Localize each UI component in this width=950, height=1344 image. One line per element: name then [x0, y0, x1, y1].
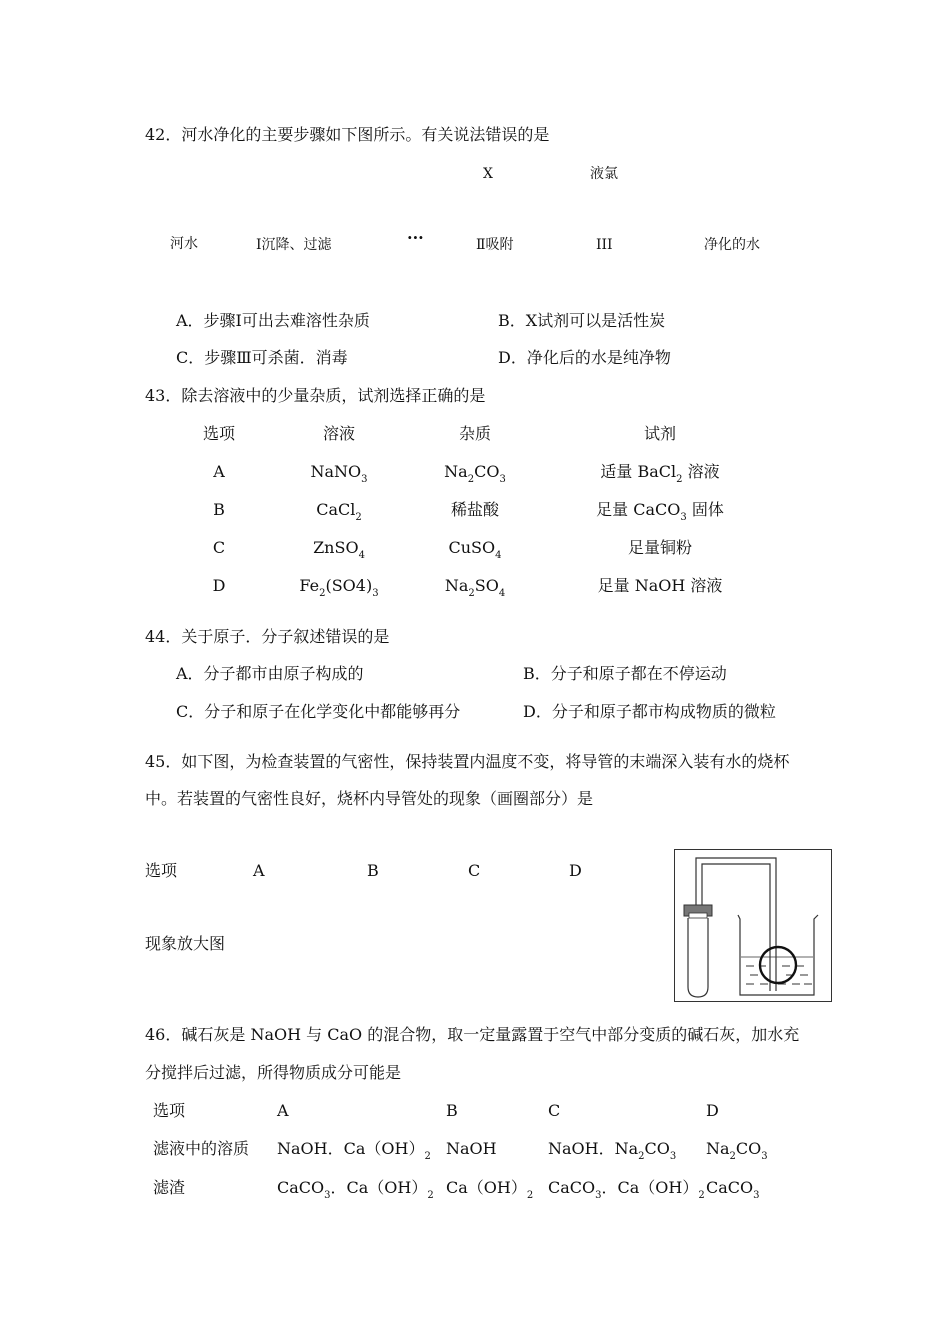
q43-row-reagent [596, 500, 724, 523]
q45-option-d: D [569, 861, 582, 880]
text-fragment: 足量 NaOH 溶液 [597, 576, 723, 595]
text-fragment: 4 [498, 588, 506, 599]
text-fragment: 足量 CaCO [596, 500, 681, 519]
q46-residue-d [706, 1178, 760, 1201]
q42-option-a: A．步骤Ⅰ可出去难溶性杂质 [176, 311, 370, 330]
q43-stem: 43．除去溶液中的少量杂质，试剂选择正确的是 [145, 386, 486, 405]
q45-row-label-phenomenon: 现象放大图 [145, 934, 226, 953]
text-fragment: Na [706, 1139, 730, 1158]
text-fragment: NaOH．Ca（OH） [277, 1139, 425, 1158]
text-fragment: 2 [424, 1151, 431, 1162]
text-fragment: 3 [499, 474, 506, 485]
text-fragment: 固体 [686, 500, 724, 519]
q46-header-b: B [446, 1101, 458, 1120]
q46-header-c: C [548, 1101, 561, 1120]
text-fragment: 2 [676, 474, 683, 485]
q43-row-solution [299, 576, 379, 599]
text-fragment: ZnSO [313, 538, 359, 557]
text-fragment: SO [474, 576, 499, 595]
q45-option-b: B [367, 861, 379, 880]
q43-header-option: 选项 [202, 424, 236, 443]
q44-option-d: D．分子和原子都市构成物质的微粒 [523, 702, 776, 721]
text-fragment: ．Ca（OH） [601, 1178, 699, 1197]
q42-option-c: C．步骤Ⅲ可杀菌．消毒 [176, 348, 348, 367]
text-fragment: CO [644, 1139, 670, 1158]
q43-row-reagent [628, 540, 692, 556]
flow-step3: III [596, 237, 613, 253]
q44-stem: 44．关于原子．分子叙述错误的是 [145, 627, 390, 646]
q46-header-a: A [277, 1101, 289, 1120]
q43-header-impurity: 杂质 [458, 424, 492, 443]
text-fragment: CO [735, 1139, 762, 1158]
text-fragment: 3 [753, 1190, 760, 1201]
text-fragment: Ca（OH） [446, 1178, 527, 1197]
text-fragment: Na [444, 462, 468, 481]
q44-option-a: A．分子都市由原子构成的 [176, 664, 364, 683]
text-fragment: 溶液 [682, 462, 720, 481]
q46-row-label-residue: 滤渣 [153, 1178, 186, 1197]
q43-row-solution [313, 538, 365, 561]
text-fragment: 3 [680, 512, 687, 523]
text-fragment: ．Ca（OH） [330, 1178, 428, 1197]
text-fragment: CaCO [548, 1178, 596, 1197]
q43-row-solution [316, 500, 362, 523]
q46-residue-c [548, 1178, 705, 1201]
q46-header-option: 选项 [153, 1101, 186, 1120]
q43-row-option: A [213, 462, 225, 481]
q43-header-solution: 溶液 [322, 424, 356, 443]
text-fragment: 2 [698, 1190, 705, 1201]
text-fragment: 2 [427, 1190, 434, 1201]
q45-row-label-options: 选项 [145, 861, 178, 880]
q42-option-d: D．净化后的水是纯净物 [498, 348, 671, 367]
q46-filtrate-b [446, 1141, 497, 1157]
q45-option-c: C [468, 861, 481, 880]
flow-step1: Ⅰ沉降、过滤 [256, 237, 332, 253]
airtightness-apparatus-diagram [674, 849, 832, 1002]
text-fragment: 稀盐酸 [450, 500, 500, 519]
q43-row-solution [310, 462, 368, 485]
text-fragment: 适量 BaCl [600, 462, 677, 481]
text-fragment: Fe [299, 576, 320, 595]
q46-residue-a [277, 1178, 434, 1201]
text-fragment: 2 [355, 512, 362, 523]
q46-filtrate-c [548, 1139, 677, 1162]
q43-row-impurity [444, 576, 506, 599]
q45-stem-line2: 中。若装置的气密性良好，烧杯内导管处的现象（画圈部分）是 [145, 789, 594, 808]
q42-option-b: B．X试剂可以是活性炭 [498, 311, 666, 330]
text-fragment: (SO4) [325, 576, 373, 595]
text-fragment: 2 [638, 1151, 645, 1162]
q46-filtrate-a [277, 1139, 431, 1162]
reagent-chlorine-label: 液氯 [590, 166, 618, 182]
flow-purified-water: 净化的水 [704, 237, 760, 253]
text-fragment: 3 [324, 1190, 331, 1201]
q46-stem-line1: 46．碱石灰是 NaOH 与 CaO 的混合物，取一定量露置于空气中部分变质的碱石灰，加水充 [145, 1025, 800, 1044]
text-fragment: 3 [669, 1151, 677, 1162]
text-fragment: CaCl [316, 500, 356, 519]
q43-row-option: D [212, 576, 226, 595]
q44-option-c: C．分子和原子在化学变化中都能够再分 [176, 702, 461, 721]
flow-step2: Ⅱ吸附 [476, 237, 514, 253]
q46-stem-line2: 分搅拌后过滤，所得物质成分可能是 [145, 1063, 402, 1082]
flow-river-water: 河水 [170, 236, 198, 252]
q44-option-b: B．分子和原子都在不停运动 [523, 664, 727, 683]
text-fragment: 2 [467, 474, 475, 485]
q43-row-reagent [598, 578, 723, 594]
text-fragment: 2 [468, 588, 475, 599]
q45-stem-line1: 45．如下图，为检查装置的气密性，保持装置内温度不变，将导管的末端深入装有水的烧杯 [145, 752, 790, 771]
text-fragment: 3 [361, 474, 368, 485]
q43-row-reagent [600, 462, 720, 485]
text-fragment: 3 [595, 1190, 602, 1201]
text-fragment: 3 [761, 1151, 768, 1162]
text-fragment: 4 [358, 550, 365, 561]
text-fragment: CaCO [706, 1178, 754, 1197]
text-fragment: 3 [372, 588, 379, 599]
text-fragment: 足量铜粉 [627, 538, 693, 557]
text-fragment: Na [444, 576, 469, 595]
text-fragment: CuSO [448, 538, 496, 557]
q46-residue-b [446, 1178, 534, 1201]
q43-row-impurity [448, 538, 502, 561]
q46-filtrate-d [706, 1139, 768, 1162]
text-fragment: CO [474, 462, 500, 481]
q45-option-a: A [253, 861, 265, 880]
q43-row-option: B [213, 500, 225, 519]
flow-ellipsis: ··· [407, 228, 424, 247]
text-fragment: 4 [495, 550, 502, 561]
text-fragment: 2 [526, 1190, 534, 1201]
text-fragment: 2 [319, 588, 326, 599]
q46-row-label-filtrate: 滤液中的溶质 [153, 1139, 250, 1158]
text-fragment: 2 [729, 1151, 736, 1162]
text-fragment: NaNO [310, 462, 362, 481]
reagent-x-label: X [483, 166, 493, 182]
q43-row-option: C [212, 538, 226, 557]
q43-row-impurity [444, 462, 506, 485]
text-fragment: NaOH [446, 1139, 497, 1158]
q42-stem: 42．河水净化的主要步骤如下图所示。有关说法错误的是 [145, 125, 550, 144]
q43-header-reagent: 试剂 [643, 424, 677, 443]
text-fragment: NaOH．Na [548, 1139, 639, 1158]
q46-header-d: D [706, 1101, 719, 1120]
q43-row-impurity [451, 502, 499, 518]
text-fragment: CaCO [277, 1178, 325, 1197]
